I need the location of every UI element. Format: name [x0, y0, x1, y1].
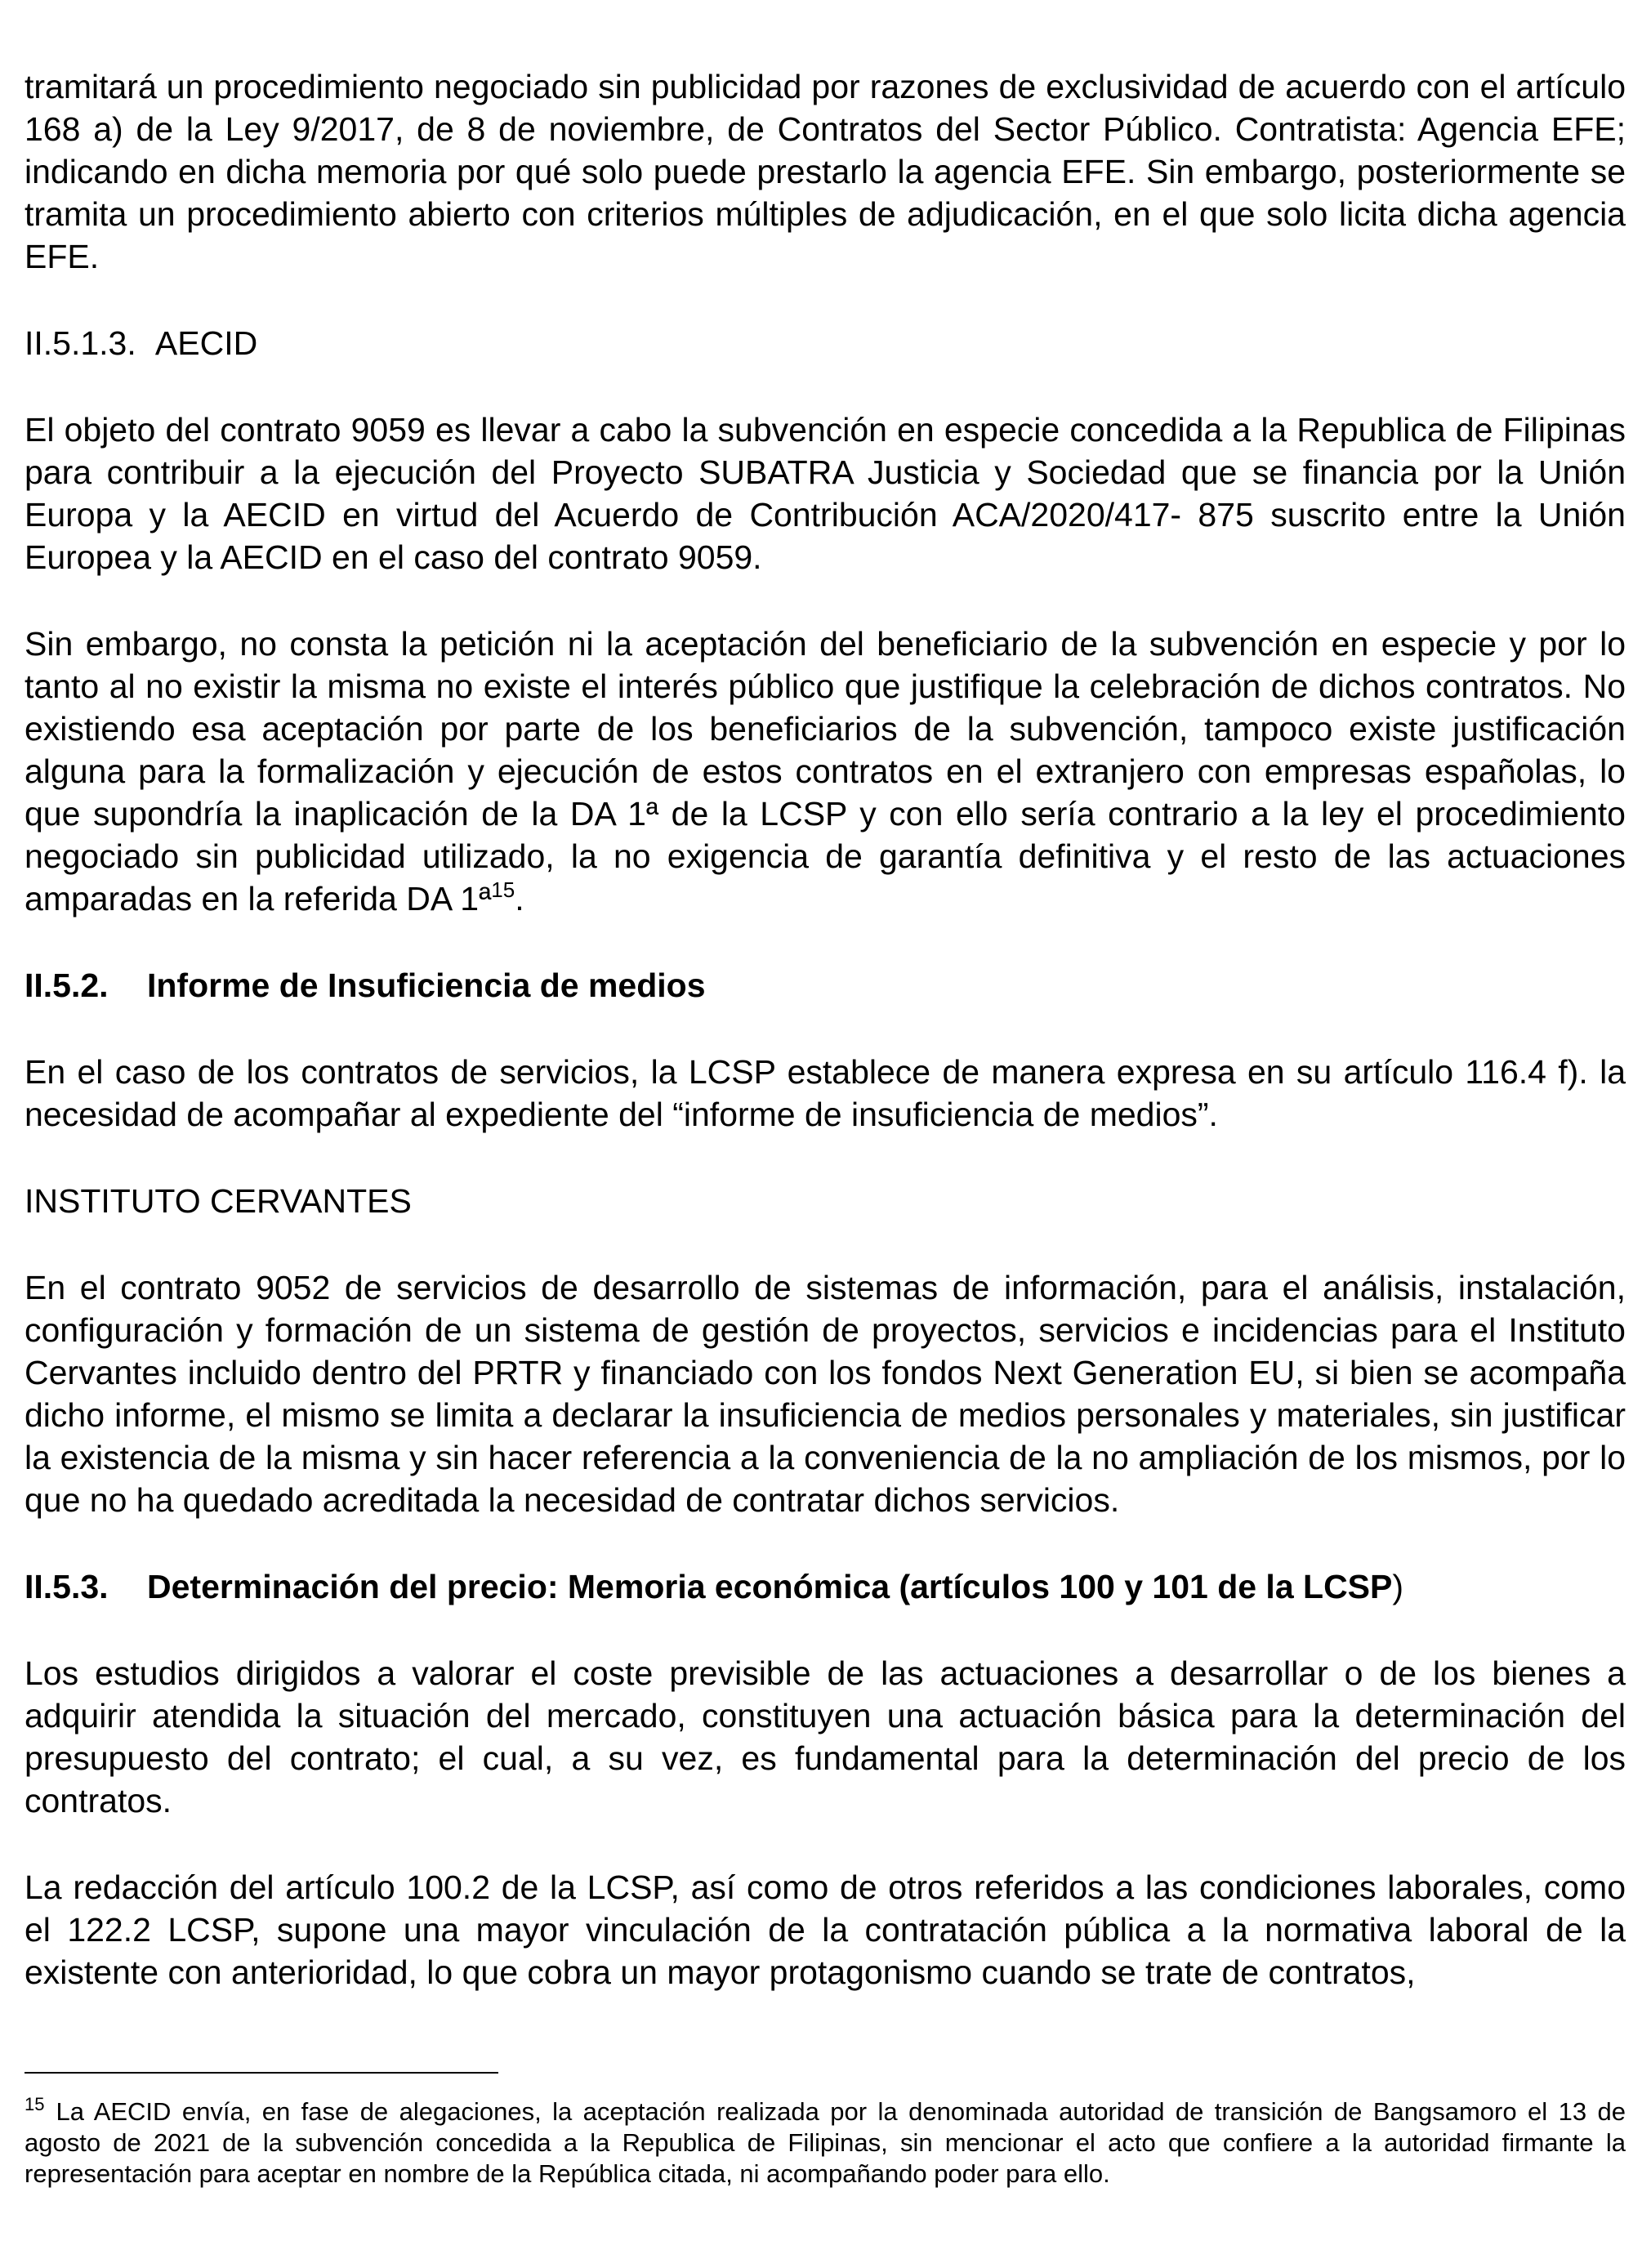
paragraph-efe-procedure: tramitará un procedimiento negociado sin publicidad por razones de exclusividad de acuerdo con el artículo 168 a) de la Ley 9/2017, de 8 de noviembre, de Contratos del Sector Público. Contratista: Agencia EFE; indicando en dicha memoria por qué solo puede prestarlo la agencia EFE. Sin embargo, posteriormente se tramita un procedimiento abierto con criterios múltiples de adjudicación, en el que solo licita dicha agencia EFE. — [25, 68, 1626, 275]
paragraph-acceptance-text: Sin embargo, no consta la petición ni la aceptación del beneficiario de la subvención en especie y por lo tanto al no existir la misma no existe el interés público que justifique la celebración de dichos contratos. No existiendo esa aceptación por parte de los beneficiarios de la subvención, tampoco existe justificación alguna para la formalización y ejecución de estos contratos en el extranjero con empresas españolas, lo que supondría la inaplicación de la DA 1ª de la LCSP y con ello sería contrario a la ley el procedimiento negociado sin publicidad utilizado, la no exigencia de garantía definitiva y el resto de las actuaciones amparadas en la referida DA 1ª — [25, 625, 1626, 917]
section-number: II.5.2. — [25, 967, 109, 1004]
footnote-number: 15 — [25, 2094, 45, 2114]
paragraph-contract-9059: El objeto del contrato 9059 es llevar a cabo la subvención en especie concedida a la Republica de Filipinas para contribuir a la ejecución del Proyecto SUBATRA Justicia y Sociedad que se financia por la Unión Europa y la AECID en virtud del Acuerdo de Contribución ACA/2020/417- 875 suscrito entre la Unión Europea y la AECID en el caso del contrato 9059. — [25, 411, 1626, 576]
section-title: Determinación del precio: Memoria económica (artículos 100 y 101 de la LCSP — [147, 1568, 1393, 1605]
section-heading-insuficiencia — [25, 964, 1626, 1007]
footnote-separator — [25, 2072, 498, 2074]
paragraph-lcsp-116: En el caso de los contratos de servicios, la LCSP establece de manera expresa en su artículo 116.4 f). la necesidad de acompañar al expediente del “informe de insuficiencia de medios”. — [25, 1053, 1626, 1133]
section-title: Informe de Insuficiencia de medios — [147, 967, 706, 1004]
section-title-paren: ) — [1392, 1568, 1404, 1605]
footnote-text: La AECID envía, en fase de alegaciones, la aceptación realizada por la denominada autoridad de transición de Bangsamoro el 13 de agosto de 2021 de la subvención concedida a la Republica de Filipinas, sin mencionar el acto que confiere a la autoridad firmante la representación para aceptar en nombre de la República citada, ni acompañando poder para ello. — [25, 2097, 1626, 2188]
footnote-15 — [25, 2096, 1626, 2190]
paragraph-acceptance — [25, 623, 1626, 920]
section-number: II.5.1.3. — [25, 324, 136, 362]
section-heading-aecid — [25, 322, 1626, 364]
paragraph-contract-9052: En el contrato 9052 de servicios de desarrollo de sistemas de información, para el análisis, instalación, configuración y formación de un sistema de gestión de proyectos, servicios e incidencias para el Instituto Cervantes incluido dentro del PRTR y financiado con los fondos Next Generation EU, si bien se acompaña dicho informe, el mismo se limita a declarar la insuficiencia de medios personales y materiales, sin justificar la existencia de la misma y sin hacer referencia a la conveniencia de la no ampliación de los mismos, por lo que no ha quedado acreditada la necesidad de contratar dichos servicios. — [25, 1269, 1626, 1519]
section-title: AECID — [154, 324, 258, 362]
section-number: II.5.3. — [25, 1568, 109, 1605]
paragraph-end-period: . — [515, 880, 524, 917]
section-heading-precio — [25, 1565, 1626, 1608]
footnote-reference[interactable]: 15 — [491, 877, 515, 902]
paragraph-articulo-100: La redacción del artículo 100.2 de la LCSP, así como de otros referidos a las condiciones laborales, como el 122.2 LCSP, supone una mayor vinculación de la contratación pública a la normativa laboral de la existente con anterioridad, lo que cobra un mayor protagonismo cuando se trate de contratos, — [25, 1868, 1626, 1991]
document-page — [25, 65, 1626, 2038]
paragraph-instituto-cervantes: INSTITUTO CERVANTES — [25, 1182, 412, 1220]
paragraph-estudios: Los estudios dirigidos a valorar el coste previsible de las actuaciones a desarrollar o de los bienes a adquirir atendida la situación del mercado, constituyen una actuación básica para la determinación del presupuesto del contrato; el cual, a su vez, es fundamental para la determinación del precio de los contratos. — [25, 1654, 1626, 1819]
